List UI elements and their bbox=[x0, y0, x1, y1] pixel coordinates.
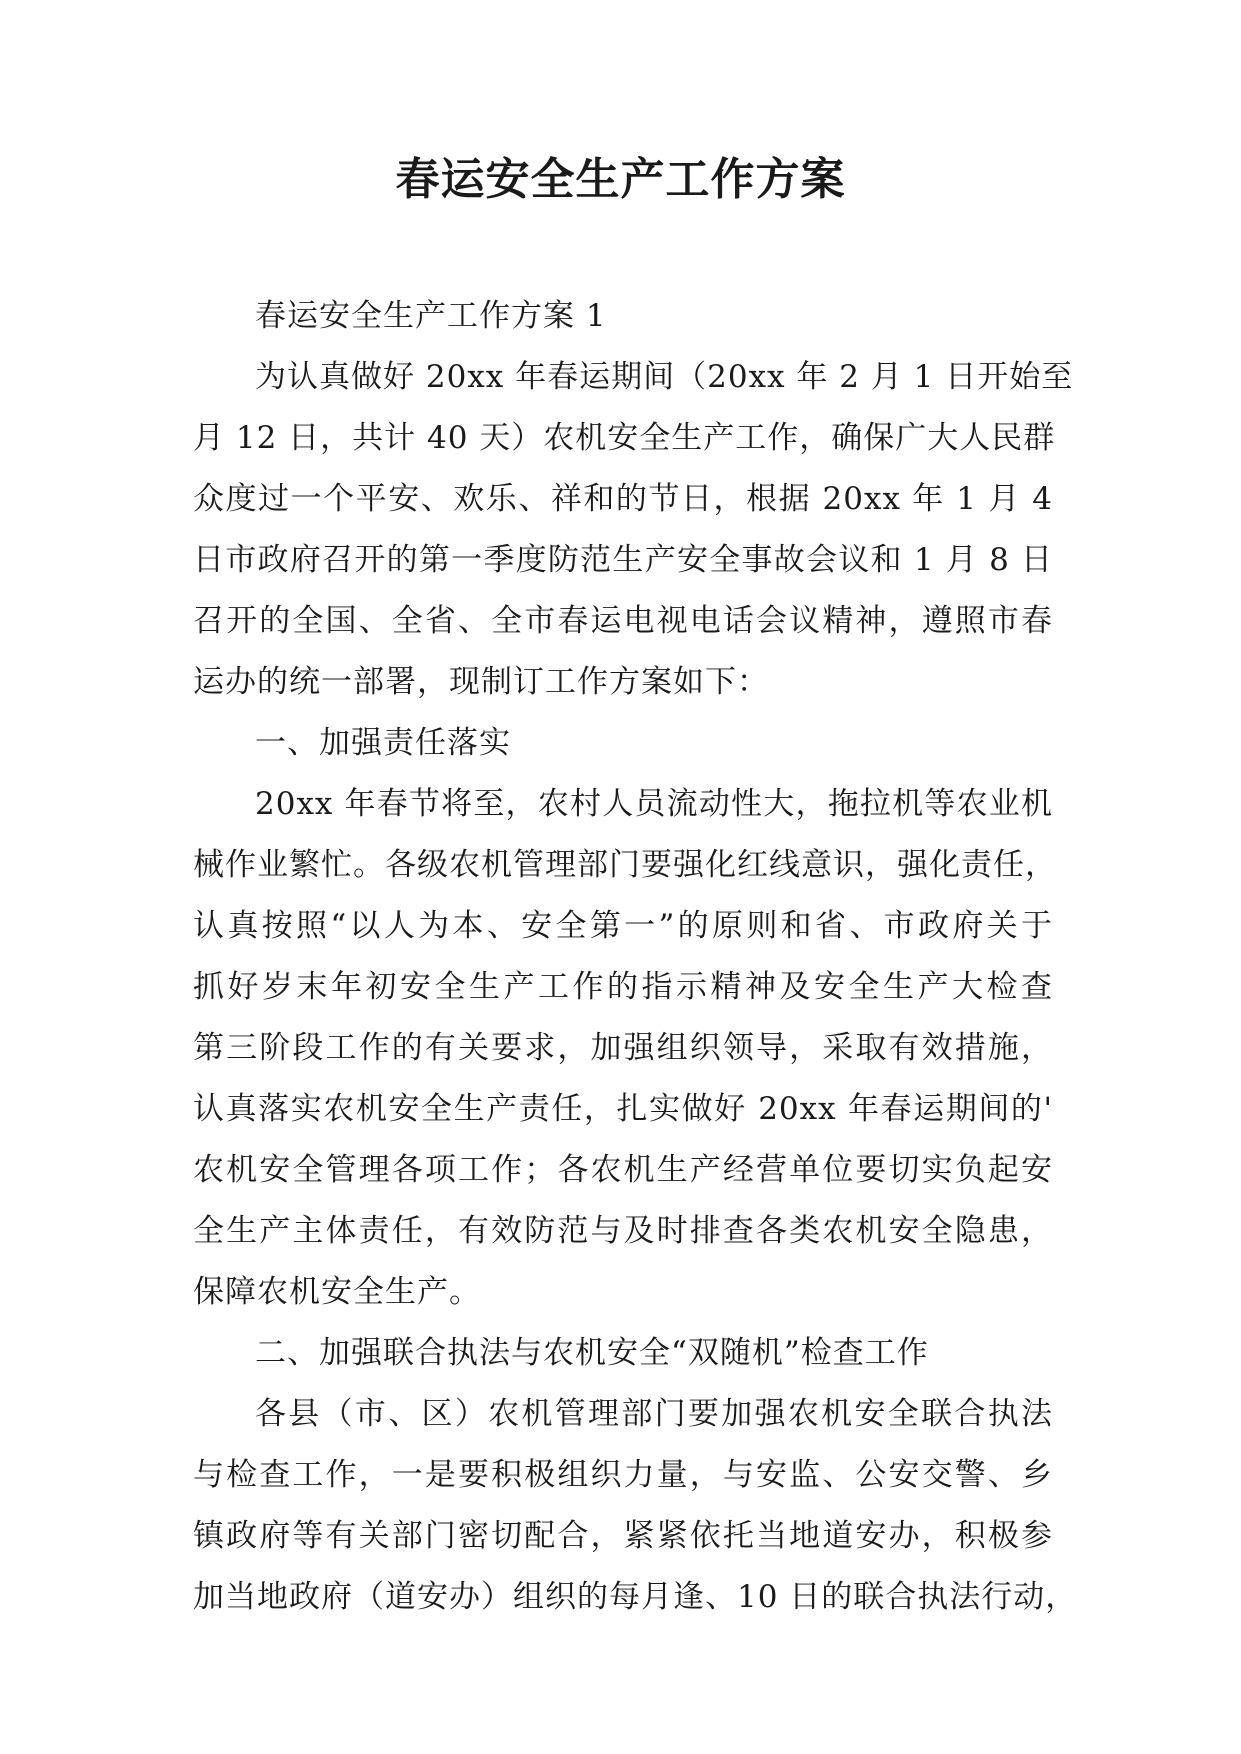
paragraph-line: 加当地政府（道安办）组织的每月逢、10 日的联合执法行动， bbox=[193, 1579, 1078, 1615]
paragraph-line: 农机安全管理各项工作；各农机生产经营单位要切实负起安 bbox=[193, 1152, 1053, 1188]
paragraph-line: 月 12 日，共计 40 天）农机安全生产工作，确保广大人民群 bbox=[193, 420, 1056, 456]
document-body bbox=[193, 286, 1078, 1628]
paragraph-line: 认真落实农机安全生产责任，扎实做好 20xx 年春运期间的' bbox=[193, 1091, 1053, 1127]
paragraph-line: 保障农机安全生产。 bbox=[193, 1274, 481, 1310]
paragraph-line: 运办的统一部署，现制订工作方案如下： bbox=[193, 664, 769, 700]
paragraph-line: 认真按照“以人为本、安全第一”的原则和省、市政府关于 bbox=[193, 908, 1053, 944]
paragraph-line: 抓好岁末年初安全生产工作的指示精神及安全生产大检查 bbox=[193, 969, 1053, 1005]
subtitle-line: 春运安全生产工作方案 1 bbox=[255, 298, 607, 334]
paragraph-line: 械作业繁忙。各级农机管理部门要强化红线意识，强化责任， bbox=[193, 847, 1057, 883]
paragraph-line: 召开的全国、全省、全市春运电视电话会议精神，遵照市春 bbox=[193, 603, 1053, 639]
paragraph-line: 镇政府等有关部门密切配合，紧紧依托当地道安办，积极参 bbox=[193, 1518, 1053, 1554]
paragraph-line: 众度过一个平安、欢乐、祥和的节日，根据 20xx 年 1 月 4 bbox=[193, 481, 1053, 517]
paragraph-line: 20xx 年春节将至，农村人员流动性大，拖拉机等农业机 bbox=[255, 786, 1053, 822]
paragraph-line: 第三阶段工作的有关要求，加强组织领导，采取有效措施， bbox=[193, 1030, 1053, 1066]
section-heading: 一、加强责任落实 bbox=[255, 725, 511, 761]
paragraph-line: 日市政府召开的第一季度防范生产安全事故会议和 1 月 8 日 bbox=[193, 542, 1053, 578]
paragraph-line: 全生产主体责任，有效防范与及时排查各类农机安全隐患， bbox=[193, 1213, 1053, 1249]
paragraph-line: 为认真做好 20xx 年春运期间（20xx 年 2 月 1 日开始至 bbox=[255, 359, 1074, 395]
paragraph-line: 各县（市、区）农机管理部门要加强农机安全联合执法 bbox=[255, 1396, 1053, 1432]
document-title: 春运安全生产工作方案 bbox=[395, 154, 846, 205]
paragraph-line: 与检查工作，一是要积极组织力量，与安监、公安交警、乡 bbox=[193, 1457, 1053, 1493]
section-heading: 二、加强联合执法与农机安全“双随机”检查工作 bbox=[255, 1335, 929, 1371]
